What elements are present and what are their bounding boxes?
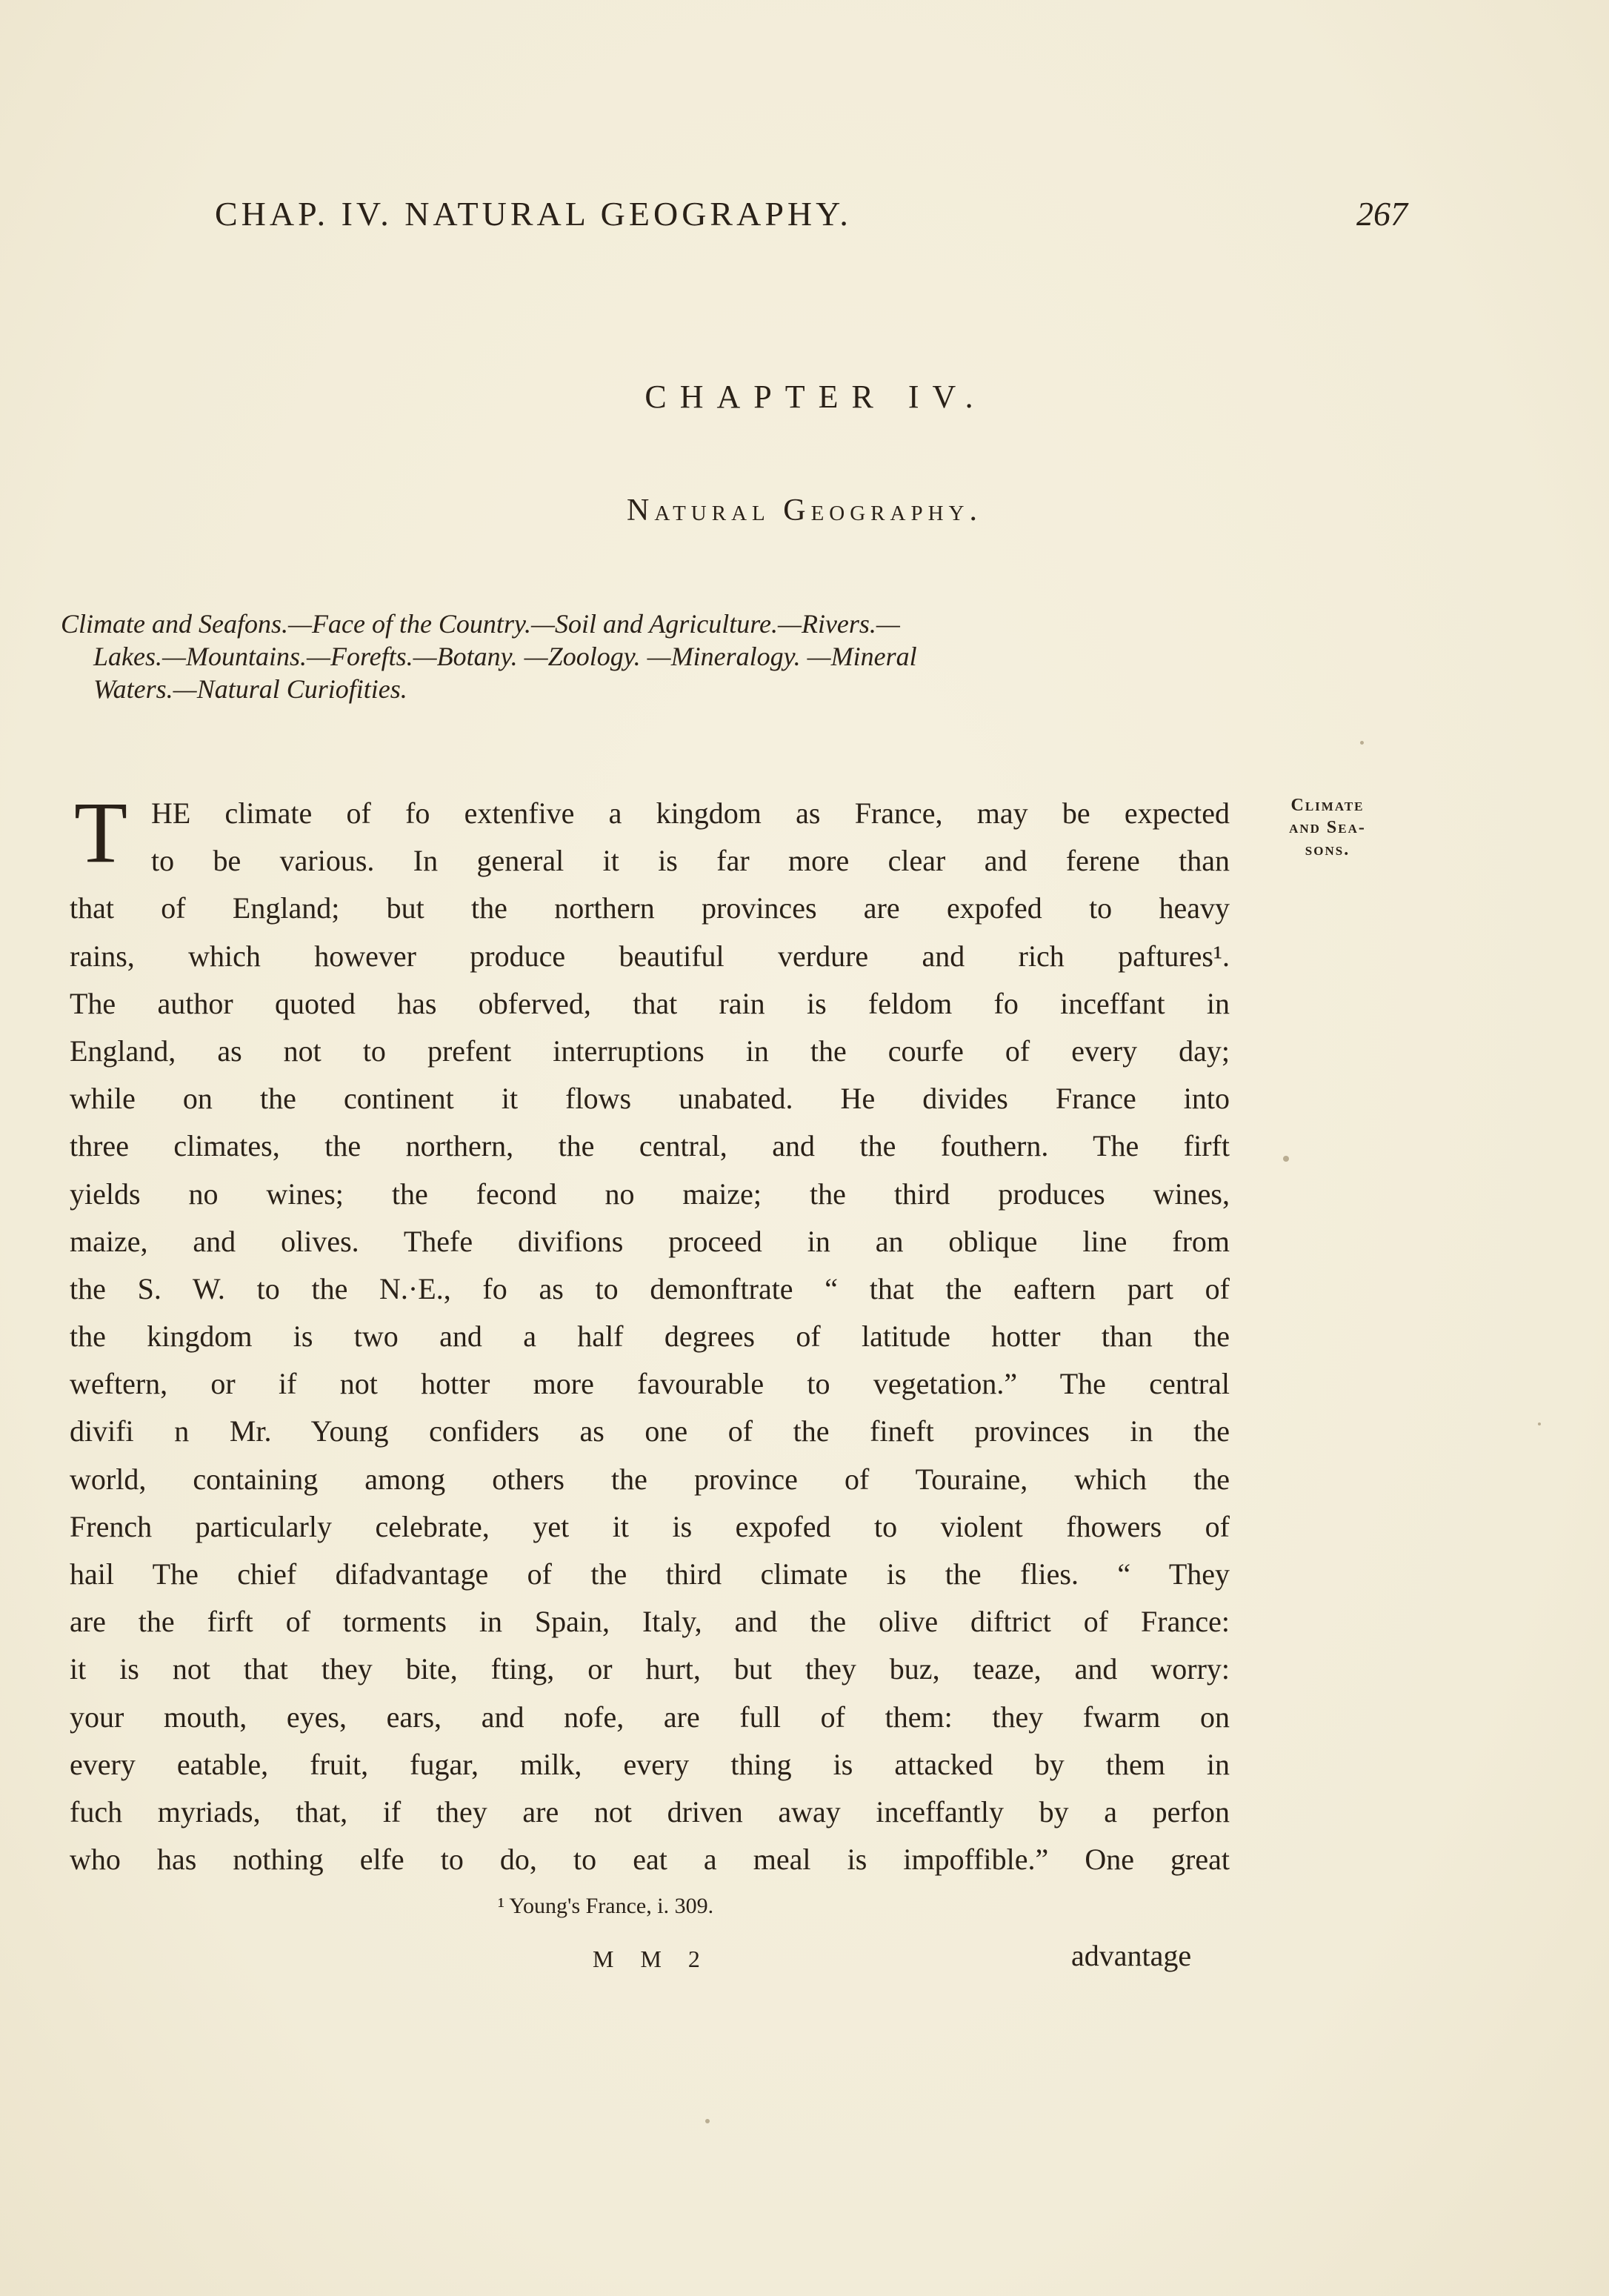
section-title: Natural Geography.: [627, 493, 982, 528]
synopsis-line: Climate and Seafons.—Face of the Country.—Soil and Agriculture.—Rivers.—: [61, 609, 900, 639]
text-line: maize, and olives. Thefe divifions proceed in an oblique line from: [70, 1224, 1230, 1258]
text-line: yields no wines; the fecond no maize; the third produces wines,: [70, 1177, 1230, 1211]
text-line: it is not that they bite, fting, or hurt, but they buz, teaze, and worry:: [70, 1652, 1230, 1686]
signature-mark: M M 2: [593, 1946, 710, 1972]
paper-speck: [1283, 1156, 1289, 1162]
text-line: divifi n Mr. Young confiders as one of the fineft provinces in the: [70, 1414, 1230, 1448]
text-line: the kingdom is two and a half degrees of latitude hotter than the: [70, 1320, 1230, 1354]
footnote: ¹ Young's France, i. 309.: [498, 1894, 714, 1918]
text-line: HE climate of fo extenfive a kingdom as France, may be expected: [151, 796, 1230, 830]
text-line: your mouth, eyes, ears, and nofe, are full of them: they fwarm on: [70, 1700, 1230, 1734]
marginal-note-line: sons.: [1305, 840, 1350, 859]
text-line: the S. W. to the N.·E., fo as to demonftrate “ that the eaftern part of: [70, 1271, 1230, 1305]
text-line: England, as not to prefent interruptions in the courfe of every day;: [70, 1034, 1230, 1068]
paper-speck: [1360, 741, 1364, 745]
text-line: The author quoted has obferved, that rain is feldom fo inceffant in: [70, 986, 1230, 1020]
synopsis-line: Waters.—Natural Curiofities.: [93, 674, 407, 704]
text-line: while on the continent it flows unabated. He divides France into: [70, 1082, 1230, 1116]
text-line: weftern, or if not hotter more favourable to vegetation.” The central: [70, 1367, 1230, 1401]
marginal-note: [1253, 794, 1402, 861]
paper-speck: [1538, 1422, 1541, 1425]
paper-speck: [705, 2119, 710, 2123]
chapter-title: CHAPTER IV.: [644, 379, 987, 415]
marginal-note-line: and Sea-: [1289, 818, 1366, 837]
synopsis-line: Lakes.—Mountains.—Forefts.—Botany. —Zoology. —Mineralogy. —Mineral: [93, 642, 917, 671]
text-line: are the firft of torments in Spain, Italy, and the olive diftrict of France:: [70, 1605, 1230, 1639]
text-line: every eatable, fruit, fugar, milk, every thing is attacked by them in: [70, 1747, 1230, 1781]
text-line: that of England; but the northern provinces are expofed to heavy: [70, 891, 1230, 925]
text-line: who has nothing elfe to do, to eat a meal is impoffible.” One great: [70, 1843, 1230, 1877]
text-line: French particularly celebrate, yet it is expofed to violent fhowers of: [70, 1509, 1230, 1543]
drop-cap: T: [73, 784, 128, 881]
catchword: advantage: [1071, 1939, 1192, 1972]
text-line: rains, which however produce beautiful verdure and rich paftures¹.: [70, 939, 1230, 973]
running-head: [215, 194, 1408, 239]
text-line: to be various. In general it is far more clear and ferene than: [151, 844, 1230, 878]
marginal-note-line: Climate: [1290, 796, 1365, 815]
text-line: world, containing among others the province of Touraine, which the: [70, 1462, 1230, 1496]
text-line: hail The chief difadvantage of the third climate is the flies. “ They: [70, 1557, 1230, 1591]
body-text: [70, 784, 1230, 1886]
text-line: three climates, the northern, the central, and the fouthern. The firft: [70, 1129, 1230, 1163]
chapter-synopsis: [61, 608, 1216, 705]
page-number: 267: [1356, 195, 1408, 233]
text-line: fuch myriads, that, if they are not driven away inceffantly by a perfon: [70, 1794, 1230, 1829]
running-head-title: CHAP. IV. NATURAL GEOGRAPHY.: [215, 195, 852, 233]
